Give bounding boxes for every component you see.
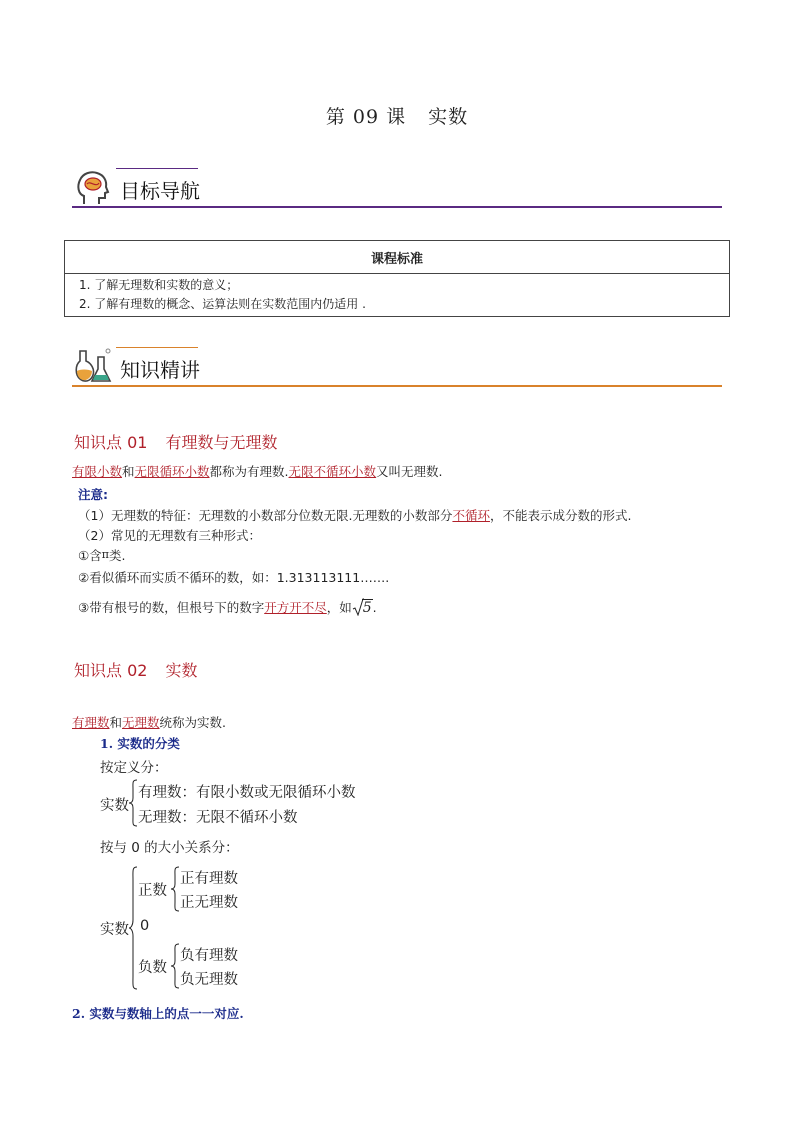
section-heading-objectives bbox=[72, 168, 722, 208]
kp-label: 知识点 02 bbox=[74, 661, 148, 680]
cls2-zero: 0 bbox=[140, 918, 150, 934]
note-label: 注意: bbox=[78, 487, 108, 502]
text: ，不能表示成分数的形式. bbox=[489, 508, 632, 523]
text: ，如 bbox=[326, 600, 352, 615]
left-brace-icon bbox=[128, 779, 138, 827]
left-brace-icon bbox=[128, 866, 138, 990]
term-nonrepeating-decimal: 无限不循环小数 bbox=[288, 464, 377, 479]
term-not-repeating: 不循环 bbox=[452, 508, 490, 523]
cls2-pos-irrational: 正无理数 bbox=[180, 895, 238, 911]
text: ①含 bbox=[78, 548, 102, 563]
by-size-label: 按与 0 的大小关系分： bbox=[100, 840, 239, 856]
form-1 bbox=[78, 546, 125, 564]
text: 统称为实数. bbox=[159, 715, 227, 730]
cls2-neg-rational: 负有理数 bbox=[180, 948, 238, 964]
form-3 bbox=[78, 598, 377, 616]
left-brace-icon bbox=[170, 943, 180, 989]
sqrt-expression bbox=[352, 600, 373, 616]
cls2-positive: 正数 bbox=[138, 883, 167, 899]
page-title bbox=[0, 102, 794, 129]
term-rational: 有理数 bbox=[72, 715, 110, 730]
left-brace-icon bbox=[170, 866, 180, 912]
text: . bbox=[372, 600, 377, 615]
term-irrational-root: 开方开不尽 bbox=[264, 600, 327, 615]
subheading-number-line: 2. 实数与数轴上的点一一对应. bbox=[72, 1006, 244, 1021]
cls2-negative: 负数 bbox=[138, 960, 167, 976]
cls1-irrational: 无理数：无限不循环小数 bbox=[138, 810, 298, 826]
head-brain-icon bbox=[74, 168, 112, 206]
standards-item: 2. 了解有理数的概念、运算法则在实数范围内仍适用 . bbox=[79, 297, 366, 311]
kp2-definition bbox=[72, 713, 226, 731]
knowledge-point-heading bbox=[74, 430, 277, 453]
radicand: 5 bbox=[362, 600, 372, 616]
title-lesson: 第 09 课 bbox=[325, 106, 407, 128]
kp-title: 有理数与无理数 bbox=[165, 433, 278, 452]
kp-label: 知识点 01 bbox=[74, 433, 148, 452]
term-repeating-decimal: 无限循环小数 bbox=[134, 464, 210, 479]
kp-title: 实数 bbox=[165, 661, 198, 680]
standards-items bbox=[65, 274, 730, 317]
text: 又叫无理数. bbox=[376, 464, 443, 479]
heading-top-rule bbox=[116, 168, 198, 169]
subheading-classification: 1. 实数的分类 bbox=[100, 736, 180, 751]
pi-symbol: π bbox=[101, 548, 109, 561]
note-item-2: （2）常见的无理数有三种形式： bbox=[78, 528, 261, 543]
section-title: 目标导航 bbox=[120, 179, 200, 203]
text: ②看似循环而实质不循环的数，如：1.313113111…… bbox=[78, 570, 386, 585]
cls2-neg-irrational: 负无理数 bbox=[180, 972, 238, 988]
heading-rule bbox=[72, 385, 722, 387]
term-irrational: 无理数 bbox=[122, 715, 160, 730]
section-heading-knowledge bbox=[72, 347, 722, 387]
title-topic: 实数 bbox=[428, 106, 469, 128]
heading-rule bbox=[72, 206, 722, 208]
lab-flask-icon bbox=[74, 347, 114, 385]
cls1-root: 实数 bbox=[100, 798, 129, 814]
text: 和 bbox=[122, 464, 135, 479]
radical-sign-icon bbox=[352, 598, 364, 616]
knowledge-point-heading bbox=[74, 658, 197, 681]
text: 和 bbox=[109, 715, 123, 730]
note-item-1 bbox=[78, 506, 631, 524]
cls2-pos-rational: 正有理数 bbox=[180, 871, 238, 887]
text: . bbox=[385, 570, 390, 585]
text: 类. bbox=[108, 548, 126, 563]
heading-top-rule bbox=[116, 347, 198, 348]
cls1-rational: 有理数：有限小数或无限循环小数 bbox=[138, 785, 356, 801]
text: （1）无理数的特征：无理数的小数部分位数无限.无理数的小数部分 bbox=[78, 508, 453, 523]
section-title: 知识精讲 bbox=[120, 358, 200, 382]
cls2-root: 实数 bbox=[100, 922, 129, 938]
standards-item: 1. 了解无理数和实数的意义； bbox=[79, 278, 239, 292]
standards-header: 课程标准 bbox=[65, 241, 730, 274]
text: ③带有根号的数，但根号下的数字 bbox=[78, 600, 265, 615]
form-2 bbox=[78, 568, 389, 586]
by-definition-label: 按定义分： bbox=[100, 760, 168, 776]
text: 都称为有理数. bbox=[209, 464, 289, 479]
kp1-definition bbox=[72, 462, 443, 480]
term-finite-decimal: 有限小数 bbox=[72, 464, 123, 479]
standards-table bbox=[64, 240, 730, 317]
